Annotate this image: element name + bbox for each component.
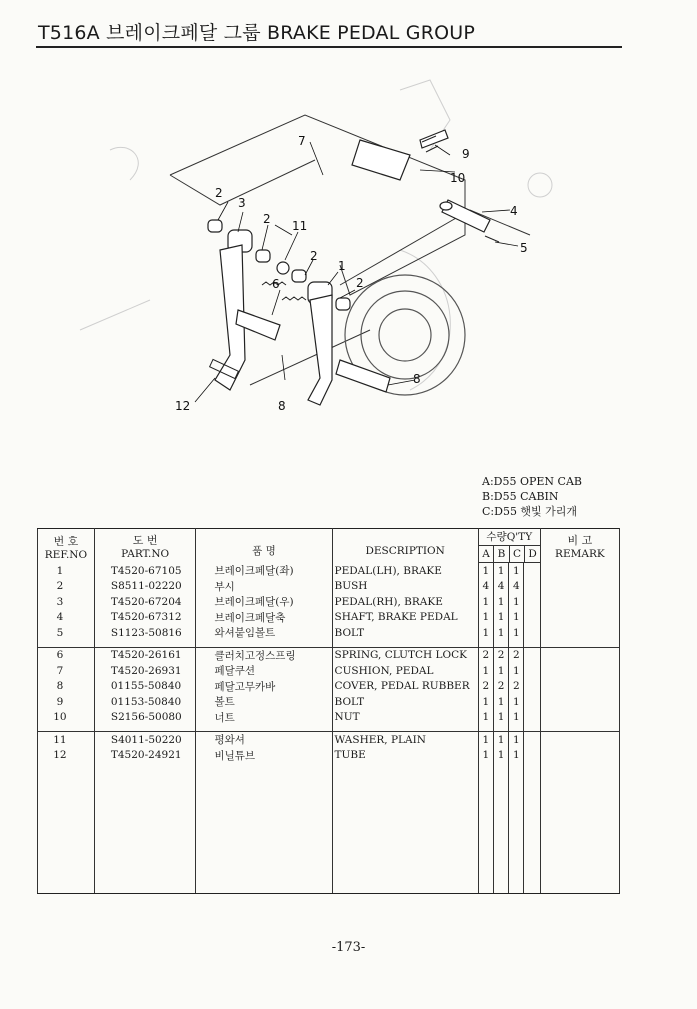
qty-a-cell: 1 — [478, 694, 493, 710]
callout-10: 10 — [450, 171, 466, 185]
qty-d-cell — [524, 594, 540, 610]
qty-a-cell: 1 — [478, 663, 493, 679]
part-no-cell: S1123-50816 — [94, 625, 196, 647]
qty-b-cell: 1 — [494, 732, 509, 748]
qty-b-cell: 1 — [494, 748, 509, 764]
qty-b-cell: 1 — [494, 694, 509, 710]
callout-4: 4 — [510, 204, 518, 218]
qty-c-cell: 2 — [509, 647, 524, 663]
ref-cell: 6 — [38, 647, 95, 663]
qty-b-cell: 1 — [494, 563, 509, 579]
table-row — [38, 563, 620, 579]
description-cell: WASHER, PLAIN — [332, 732, 478, 748]
table-row — [38, 579, 620, 595]
part-no-cell: S4011-50220 — [94, 732, 196, 748]
qty-c-cell: 1 — [509, 748, 524, 764]
qty-d-cell — [524, 732, 540, 748]
variant-a: A:D55 OPEN CAB — [482, 475, 582, 488]
qty-a-cell: 1 — [478, 625, 493, 647]
qty-b-cell: 1 — [494, 610, 509, 626]
remark-header — [540, 529, 619, 563]
qty-col-a: A — [479, 546, 495, 562]
remark-cell — [540, 563, 619, 579]
qty-d-cell — [524, 563, 540, 579]
empty-cell — [509, 763, 524, 894]
remark-cell — [540, 579, 619, 595]
qty-b-cell: 2 — [494, 647, 509, 663]
callout-6: 6 — [272, 277, 280, 291]
table-row — [38, 694, 620, 710]
ref-cell: 1 — [38, 563, 95, 579]
remark-cell — [540, 748, 619, 764]
qty-b-cell: 1 — [494, 663, 509, 679]
qty-col-c: C — [510, 546, 526, 562]
remark-cell — [540, 610, 619, 626]
qty-col-d: D — [528, 548, 537, 560]
part-no-cell: 01153-50840 — [94, 694, 196, 710]
part-no-cell: T4520-26161 — [94, 647, 196, 663]
description-cell: PEDAL(RH), BRAKE — [332, 594, 478, 610]
part-no-cell: T4520-67204 — [94, 594, 196, 610]
empty-cell — [332, 763, 478, 894]
ref-cell: 8 — [38, 679, 95, 695]
name-cell: 볼트 — [196, 694, 332, 710]
qty-d-cell — [524, 579, 540, 595]
name-cell: 비닐튜브 — [196, 748, 332, 764]
qty-a-cell: 2 — [478, 679, 493, 695]
qty-header — [478, 529, 540, 563]
callout-2b: 2 — [263, 212, 271, 226]
remark-cell — [540, 625, 619, 647]
description-cell: CUSHION, PEDAL — [332, 663, 478, 679]
name-cell: 브레이크페달(좌) — [196, 563, 332, 579]
ref-cell: 5 — [38, 625, 95, 647]
name-cell: 부시 — [196, 579, 332, 595]
callout-9: 9 — [462, 147, 470, 161]
table-row — [38, 647, 620, 663]
remark-header-en: REMARK — [555, 547, 605, 560]
part-no-cell: S2156-50080 — [94, 710, 196, 732]
callout-3: 3 — [238, 196, 246, 210]
qty-d-cell — [524, 748, 540, 764]
qty-d-cell — [524, 625, 540, 647]
qty-d-cell — [524, 710, 540, 732]
part-no-cell: T4520-24921 — [94, 748, 196, 764]
qty-a-cell: 1 — [478, 594, 493, 610]
remark-cell — [540, 710, 619, 732]
description-cell: PEDAL(LH), BRAKE — [332, 563, 478, 579]
qty-col-b: B — [494, 546, 510, 562]
qty-c-cell: 1 — [509, 610, 524, 626]
qty-b-cell: 1 — [494, 594, 509, 610]
name-cell: 너트 — [196, 710, 332, 732]
part-header — [94, 529, 196, 563]
ref-cell: 12 — [38, 748, 95, 764]
name-cell: 페달고무카바 — [196, 679, 332, 695]
description-cell: TUBE — [332, 748, 478, 764]
ref-cell: 2 — [38, 579, 95, 595]
callout-8b: 8 — [278, 399, 286, 413]
ref-cell: 11 — [38, 732, 95, 748]
qty-d-cell — [524, 694, 540, 710]
remark-cell — [540, 679, 619, 695]
qty-d-cell — [524, 610, 540, 626]
description-cell: BUSH — [332, 579, 478, 595]
callout-1: 1 — [338, 259, 346, 273]
qty-a-cell: 2 — [478, 647, 493, 663]
empty-cell — [94, 763, 196, 894]
name-cell: 페달쿠션 — [196, 663, 332, 679]
empty-cell — [524, 763, 540, 894]
qty-subheaders — [479, 546, 540, 562]
table-row — [38, 710, 620, 732]
qty-a-cell: 1 — [478, 610, 493, 626]
ref-cell: 7 — [38, 663, 95, 679]
qty-b-cell: 1 — [494, 625, 509, 647]
part-header-ko: 도 번 — [132, 533, 158, 547]
name-cell: 평와셔 — [196, 732, 332, 748]
title-rule — [36, 46, 622, 48]
parts-table — [37, 528, 620, 894]
empty-cell — [494, 763, 509, 894]
callout-2c: 2 — [310, 249, 318, 263]
callout-7: 7 — [298, 134, 306, 148]
table-row — [38, 732, 620, 748]
exploded-diagram — [70, 60, 570, 460]
remark-cell — [540, 694, 619, 710]
ref-header-en: REF.NO — [44, 548, 88, 561]
qty-a-cell: 1 — [478, 748, 493, 764]
qty-c-cell: 1 — [509, 663, 524, 679]
remark-cell — [540, 663, 619, 679]
qty-c-cell: 2 — [509, 679, 524, 695]
ref-cell: 3 — [38, 594, 95, 610]
qty-c-cell: 1 — [509, 563, 524, 579]
description-cell: BOLT — [332, 694, 478, 710]
variant-b: B:D55 CABIN — [482, 490, 559, 503]
remark-cell — [540, 732, 619, 748]
table-row — [38, 594, 620, 610]
qty-a-cell: 1 — [478, 732, 493, 748]
table-row — [38, 610, 620, 626]
page-title: T516A 브레이크페달 그룹 BRAKE PEDAL GROUP — [38, 22, 476, 44]
name-cell: 와셔붙임볼트 — [196, 625, 332, 647]
callout-8a: 8 — [413, 372, 421, 386]
description-cell: NUT — [332, 710, 478, 732]
qty-a-cell: 1 — [478, 563, 493, 579]
qty-b-cell: 2 — [494, 679, 509, 695]
description-cell: BOLT — [332, 625, 478, 647]
table-row — [38, 625, 620, 647]
qty-c-cell: 1 — [509, 694, 524, 710]
description-header: DESCRIPTION — [332, 529, 478, 563]
name-header: 품 명 — [196, 529, 332, 563]
description-cell: SPRING, CLUTCH LOCK — [332, 647, 478, 663]
remark-cell — [540, 594, 619, 610]
name-cell: 브레이크페달축 — [196, 610, 332, 626]
page-number: -173- — [331, 940, 366, 955]
model-variant-legend — [482, 474, 582, 519]
ref-header — [38, 529, 95, 563]
qty-a-cell: 4 — [478, 579, 493, 595]
part-no-cell: T4520-26931 — [94, 663, 196, 679]
variant-c: C:D55 햇빛 가리개 — [482, 505, 578, 518]
ref-cell: 10 — [38, 710, 95, 732]
callout-5: 5 — [520, 241, 528, 255]
ref-cell: 9 — [38, 694, 95, 710]
empty-cell — [478, 763, 493, 894]
part-no-cell: T4520-67312 — [94, 610, 196, 626]
callout-12: 12 — [175, 399, 191, 413]
remark-cell — [540, 647, 619, 663]
qty-header-label: 수량Q'TY — [479, 529, 540, 546]
description-cell: SHAFT, BRAKE PEDAL — [332, 610, 478, 626]
callout-11: 11 — [292, 219, 308, 233]
ref-cell: 4 — [38, 610, 95, 626]
callout-2a: 2 — [215, 186, 223, 200]
empty-cell — [196, 763, 332, 894]
table-row — [38, 748, 620, 764]
empty-cell — [540, 763, 619, 894]
qty-b-cell: 1 — [494, 710, 509, 732]
empty-cell — [38, 763, 95, 894]
callout-2d: 2 — [356, 276, 364, 290]
qty-c-cell: 1 — [509, 625, 524, 647]
qty-c-cell: 1 — [509, 732, 524, 748]
qty-c-cell: 1 — [509, 710, 524, 732]
qty-d-cell — [524, 679, 540, 695]
name-cell: 클러치고정스프링 — [196, 647, 332, 663]
name-cell: 브레이크페달(우) — [196, 594, 332, 610]
description-cell: COVER, PEDAL RUBBER — [332, 679, 478, 695]
part-no-cell: 01155-50840 — [94, 679, 196, 695]
qty-b-cell: 4 — [494, 579, 509, 595]
qty-d-cell — [524, 663, 540, 679]
qty-c-cell: 4 — [509, 579, 524, 595]
part-no-cell: T4520-67105 — [94, 563, 196, 579]
part-no-cell: S8511-02220 — [94, 579, 196, 595]
table-row — [38, 679, 620, 695]
qty-c-cell: 1 — [509, 594, 524, 610]
ref-header-ko: 번 호 — [53, 534, 79, 548]
table-row — [38, 663, 620, 679]
qty-a-cell: 1 — [478, 710, 493, 732]
table-filler-row — [38, 763, 620, 894]
remark-header-ko: 비 고 — [567, 533, 593, 547]
qty-d-cell — [524, 647, 540, 663]
part-header-en: PART.NO — [121, 547, 170, 560]
